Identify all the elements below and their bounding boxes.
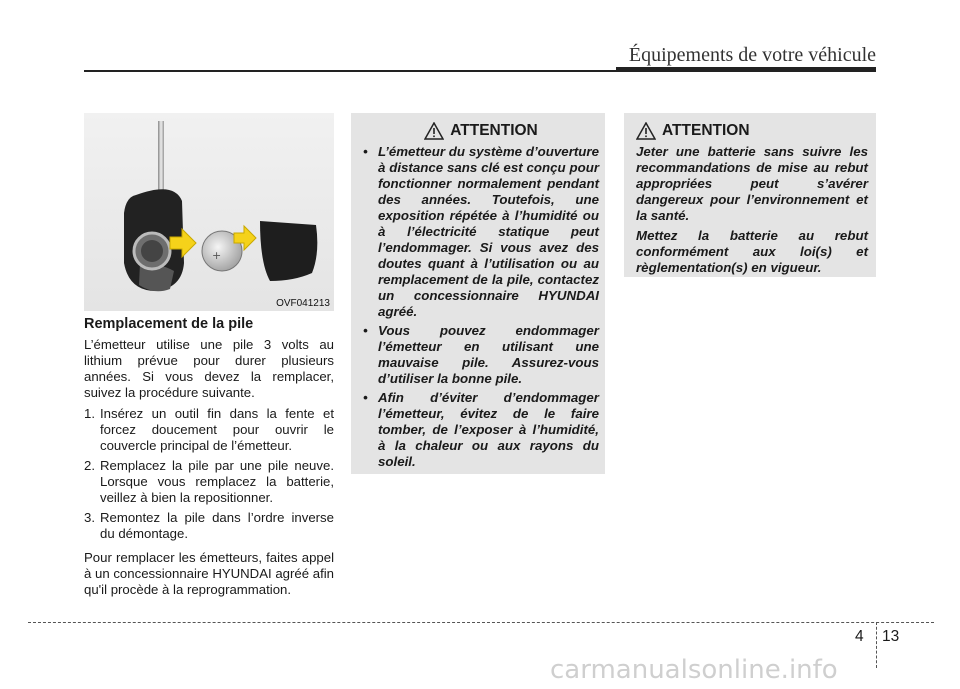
attention-paragraph: Jeter une batterie sans suivre les recommandations de mise au rebut appropriées peut s’avérer dangereux pour l’environnement et la santé. [636, 144, 868, 223]
section-intro: L’émetteur utilise une pile 3 volts au lithium prévue pour durer plusieurs années. Si vous devez la remplacer, suivez la procédure suivante. [84, 337, 334, 400]
page-header-title: Équipements de votre véhicule [628, 44, 876, 66]
warning-triangle-icon [636, 122, 656, 140]
bullet: • [363, 390, 368, 405]
attention-title: ATTENTION [662, 122, 750, 139]
footer-divider [876, 622, 877, 668]
page-number: 13 [882, 628, 900, 645]
attention-list [363, 144, 599, 470]
attention-box-transmitter [351, 113, 605, 474]
battery-replacement-section [84, 316, 334, 603]
key-battery-photo [84, 113, 334, 311]
steps-list [84, 406, 334, 542]
step-number: 2. [84, 458, 95, 473]
key-fob-illustration [84, 113, 334, 311]
watermark: carmanualsonline.info [550, 655, 838, 685]
attention-item [363, 390, 599, 470]
attention-item [363, 144, 599, 320]
attention-item-text: L’émetteur du système d’ouverture à distance sans clé est conçu pour fonctionner normalement pendant des années. Toutefois, une exposition répétée à l’humidité ou à l’électricité statique peut l’endommager. Si vous avez des doutes quant à l’utilisation ou au remplacement de la pile, contactez un concessionnaire HYUNDAI agréé. [378, 144, 599, 319]
attention-item-text: Vous pouvez endommager l’émetteur en utilisant une mauvaise pile. Assurez-vous d’utiliser la bonne pile. [378, 323, 599, 386]
attention-item [363, 323, 599, 387]
svg-text:+: + [212, 249, 222, 262]
section-heading: Remplacement de la pile [84, 316, 254, 332]
attention-header [363, 122, 599, 140]
bullet: • [363, 144, 368, 159]
attention-title: ATTENTION [450, 122, 538, 139]
header-rule-accent [616, 67, 876, 72]
step-text: Insérez un outil fin dans la fente et forcez doucement pour ouvrir le couvercle principal de l’émetteur. [100, 406, 334, 453]
attention-box-disposal [624, 113, 876, 277]
attention-header [636, 122, 868, 140]
footer-rule [28, 622, 934, 623]
chapter-number: 4 [855, 628, 864, 645]
step-number: 1. [84, 406, 95, 421]
step-number: 3. [84, 510, 95, 525]
step-item [84, 510, 334, 542]
step-text: Remontez la pile dans l’ordre inverse du démontage. [100, 510, 334, 541]
bullet: • [363, 323, 368, 338]
step-item [84, 458, 334, 506]
step-text: Remplacez la pile par une pile neuve. Lorsque vous remplacez la batterie, veillez à bien la repositionner. [100, 458, 334, 505]
figure-code: OVF041213 [276, 298, 330, 309]
attention-item-text: Afin d’éviter d’endommager l’émetteur, évitez de le faire tomber, de l’exposer à l’humidité, à la chaleur ou aux rayons du soleil. [378, 390, 599, 469]
section-closing: Pour remplacer les émetteurs, faites appel à un concessionnaire HYUNDAI agréé afin qu'il procède à la reprogrammation. [84, 550, 334, 597]
warning-triangle-icon [424, 122, 444, 140]
attention-paragraph: Mettez la batterie au rebut conformément aux loi(s) et règlementation(s) en vigueur. [636, 228, 868, 275]
step-item [84, 406, 334, 454]
